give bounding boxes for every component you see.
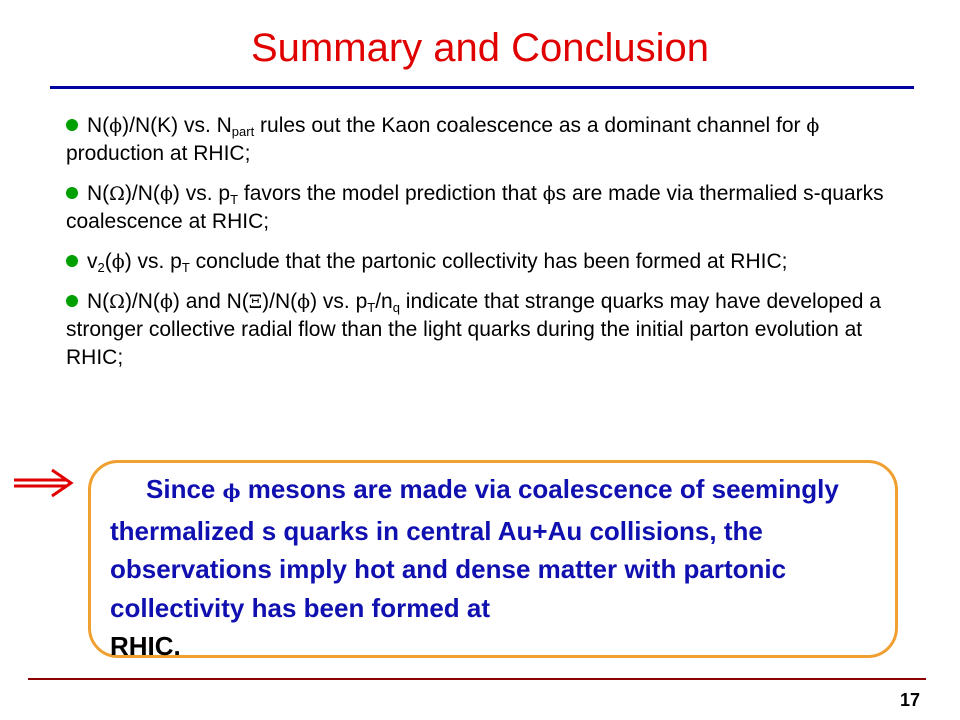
green-dot-icon bbox=[66, 187, 78, 199]
phi-symbol: ϕ bbox=[222, 481, 241, 503]
slide-title: Summary and Conclusion bbox=[251, 26, 709, 70]
phi-symbol: ϕ bbox=[159, 291, 173, 313]
bullet-item-4: N(Ω)/N(ϕ) and N(Ξ)/N(ϕ) vs. $p_T/n_q$ indicate that strange quarks may have developed a stronger collective radial flow than the light quarks during the initial parton evolution at RHIC; bbox=[66, 290, 881, 369]
bullet-item-2: N(Ω)/N(ϕ) vs. $p_T$ favors the model prediction that ϕs are made via thermalied s-quarks coalescence at RHIC; bbox=[66, 182, 884, 233]
bullet-item-3: $v_2(\phi)$ vs. $p_T$ conclude that the partonic collectivity has been formed at RHIC; bbox=[66, 248, 896, 276]
omega-symbol: Ω bbox=[109, 183, 125, 205]
phi-symbol: ϕ bbox=[542, 183, 556, 205]
phi-symbol: ϕ bbox=[111, 251, 125, 273]
phi-symbol: ϕ bbox=[297, 291, 311, 313]
phi-symbol: ϕ bbox=[806, 115, 820, 137]
phi-symbol: ϕ bbox=[159, 183, 173, 205]
footer-divider bbox=[28, 678, 926, 680]
green-dot-icon bbox=[66, 119, 78, 131]
phi-symbol: ϕ bbox=[109, 115, 123, 137]
xi-symbol: Ξ bbox=[248, 291, 263, 313]
page-number: 17 bbox=[899, 690, 920, 710]
right-arrow-icon bbox=[12, 468, 74, 498]
title-divider bbox=[50, 86, 914, 89]
green-dot-icon bbox=[66, 255, 78, 267]
bullet-list bbox=[66, 112, 896, 384]
conclusion-text: Since ϕ mesons are made via coalescence of seemingly thermalized s quarks in central Au+Au collisions, the observations imply hot and dense matter with partonic collectivity has been formed at RHIC. bbox=[110, 474, 839, 661]
green-dot-icon bbox=[66, 295, 78, 307]
bullet-item-1: N(ϕ)/N(K) vs. $N_{part}$ rules out the Kaon coalescence as a dominant channel for ϕ production at RHIC; bbox=[66, 114, 820, 165]
omega-symbol: Ω bbox=[109, 291, 125, 313]
